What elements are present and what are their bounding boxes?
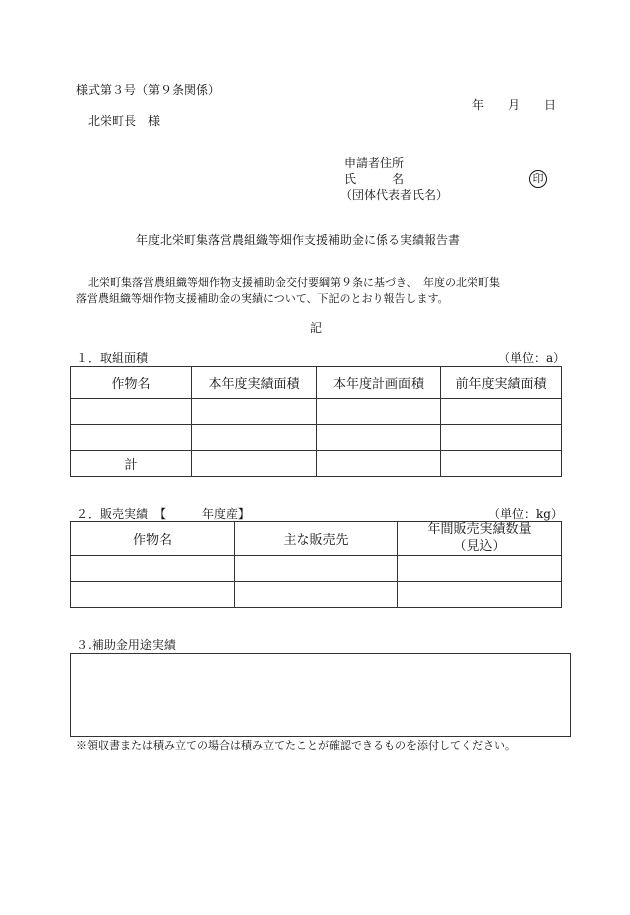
sales-results-table bbox=[70, 521, 562, 608]
body-text-line-2: 落営農組織等畑作物支援補助金の実績について、下記のとおり報告します。 bbox=[76, 292, 449, 305]
table-cell[interactable] bbox=[235, 582, 398, 608]
table-row bbox=[71, 582, 562, 608]
total-row bbox=[71, 451, 562, 477]
header-annual-sales-quantity bbox=[398, 522, 562, 556]
form-number: 様式第３号（第９条関係） bbox=[76, 83, 221, 97]
table-row bbox=[71, 399, 562, 425]
section1-unit: （単位：a） bbox=[498, 351, 566, 365]
table-cell[interactable] bbox=[317, 451, 441, 477]
table-cell[interactable] bbox=[441, 451, 562, 477]
document-title: 年度北栄町集落営農組織等畑作支援補助金に係る実績報告書 bbox=[136, 233, 461, 247]
section3-heading: ３.補助金用途実績 bbox=[76, 638, 176, 652]
addressee: 北栄町長 様 bbox=[88, 114, 161, 128]
table-cell[interactable] bbox=[192, 425, 317, 451]
body-text-line-1: 北栄町集落営農組織等畑作物支援補助金交付要綱第９条に基づき、 年度の北栄町集 bbox=[88, 276, 501, 289]
table-cell[interactable] bbox=[71, 425, 192, 451]
applicant-address-label: 申請者住所 bbox=[344, 156, 405, 170]
section2-heading: ２．販売実績 【 年度産】 bbox=[76, 507, 251, 521]
date-line: 年 月 日 bbox=[472, 98, 557, 112]
section1-heading: １．取組面積 bbox=[76, 351, 149, 365]
table-cell[interactable] bbox=[192, 451, 317, 477]
header-this-year-actual: 本年度実績面積 bbox=[192, 367, 317, 399]
table-header-row bbox=[71, 522, 562, 556]
table-cell[interactable] bbox=[71, 582, 235, 608]
table-header-row bbox=[71, 367, 562, 399]
applicant-name-label: 氏 名 bbox=[344, 172, 405, 186]
section2-unit: （単位：kg） bbox=[488, 507, 563, 521]
table-cell[interactable] bbox=[441, 399, 562, 425]
cultivation-area-table bbox=[70, 366, 562, 477]
table-cell[interactable] bbox=[235, 556, 398, 582]
table-cell[interactable] bbox=[398, 556, 562, 582]
table-row bbox=[71, 556, 562, 582]
ki-label: 記 bbox=[310, 321, 323, 335]
table-cell[interactable] bbox=[441, 425, 562, 451]
table-cell[interactable] bbox=[317, 399, 441, 425]
header-annual-sales-line1: 年間販売実績数量 bbox=[427, 522, 532, 538]
table-cell[interactable] bbox=[317, 425, 441, 451]
table-row bbox=[71, 425, 562, 451]
header-this-year-plan: 本年度計画面積 bbox=[317, 367, 441, 399]
applicant-group-label: （団体代表者氏名） bbox=[340, 188, 449, 202]
header-last-year-actual: 前年度実績面積 bbox=[441, 367, 562, 399]
table-cell[interactable] bbox=[71, 556, 235, 582]
table-cell[interactable] bbox=[71, 399, 192, 425]
header-main-buyer: 主な販売先 bbox=[235, 522, 398, 556]
table-cell[interactable] bbox=[192, 399, 317, 425]
header-crop-name: 作物名 bbox=[71, 522, 235, 556]
seal-mark: 印 bbox=[529, 170, 547, 188]
subsidy-usage-box[interactable] bbox=[70, 653, 571, 737]
header-annual-sales-line2: （見込） bbox=[453, 538, 506, 554]
header-crop-name: 作物名 bbox=[71, 367, 192, 399]
total-label: 計 bbox=[71, 451, 192, 477]
attachment-note: ※領収書または積み立ての場合は積み立てたことが確認できるものを添付してください。 bbox=[76, 739, 516, 752]
table-cell[interactable] bbox=[398, 582, 562, 608]
